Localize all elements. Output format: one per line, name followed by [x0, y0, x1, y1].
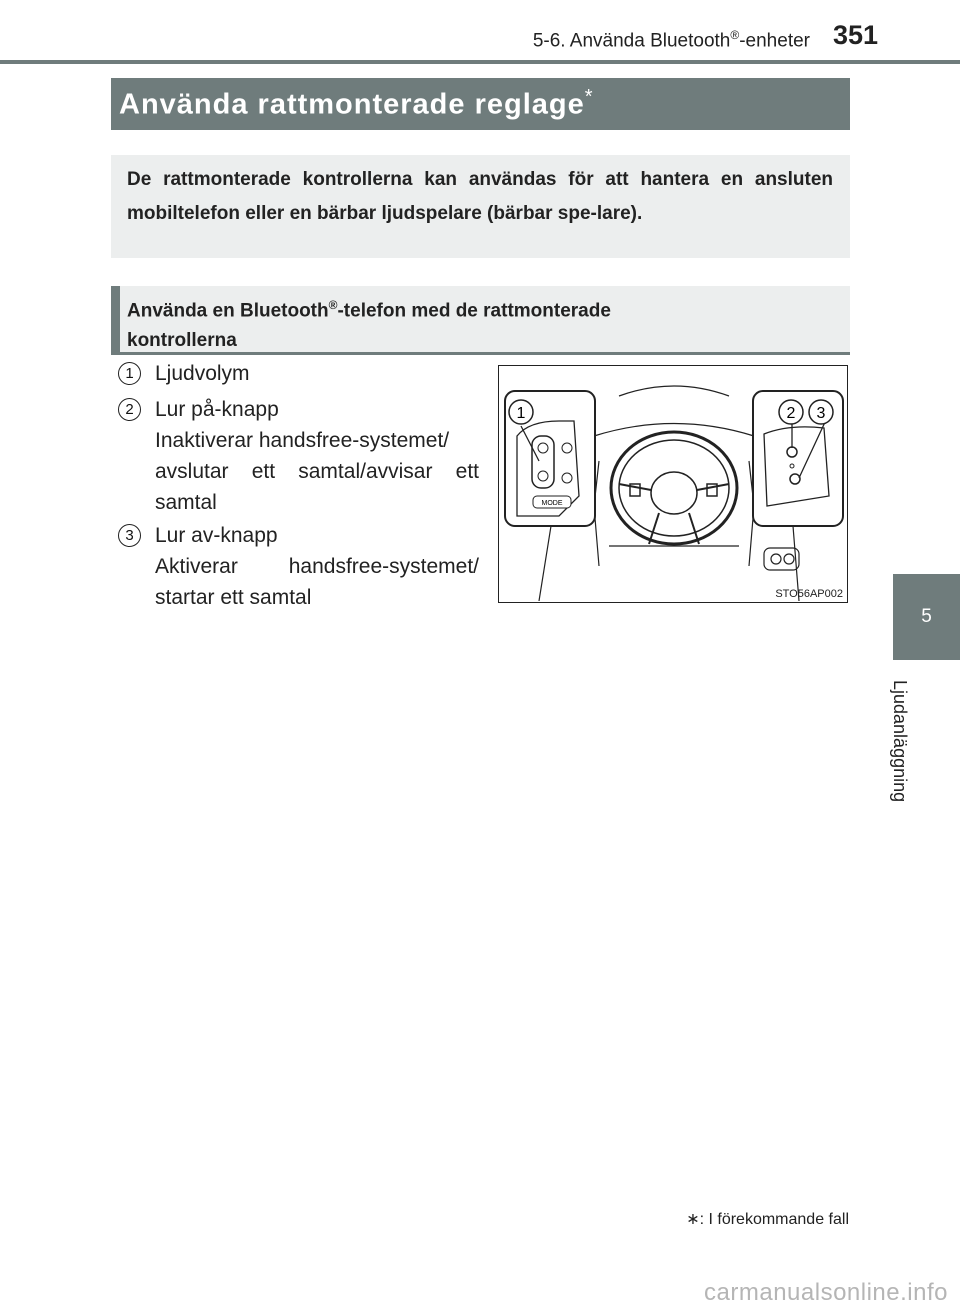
asterisk-mark: *	[584, 86, 594, 108]
subheading-line1-suffix: -telefon med de rattmonterade	[337, 300, 611, 322]
header-divider	[0, 60, 960, 64]
item-title: Ljudvolym	[155, 362, 250, 385]
chapter-label	[880, 680, 940, 830]
watermark: carmanualsonline.info	[704, 1279, 948, 1306]
item-description-line: Inaktiverar handsfree-systemet/	[155, 429, 450, 452]
callout-2-label: 2	[786, 405, 796, 422]
item-description-line: samtal	[155, 491, 217, 514]
item-title: Lur på-knapp	[155, 398, 279, 421]
subheading	[127, 290, 827, 356]
subheading-line2: kontrollerna	[127, 330, 237, 352]
callout-1-label: 1	[516, 405, 526, 422]
item-description-line: avslutar ett samtal/avvisar ett	[155, 460, 479, 483]
callout-3-label: 3	[816, 405, 826, 422]
footnote: ∗: I förekommande fall	[686, 1211, 849, 1228]
registered-mark: ®	[730, 28, 740, 42]
section-title	[119, 86, 594, 122]
figure-code: STO56AP002	[775, 588, 843, 600]
item-description-line: Aktiverar handsfree-systemet/	[155, 555, 479, 578]
header-section-title	[533, 28, 810, 52]
section-title-bar	[111, 78, 850, 130]
intro-box	[111, 155, 850, 258]
item-title: Lur av-knapp	[155, 524, 278, 547]
item-description-line: startar ett samtal	[155, 586, 312, 609]
registered-mark: ®	[328, 298, 338, 312]
mode-label: MODE	[541, 500, 563, 507]
steering-wheel-illustration	[498, 365, 848, 603]
subheading-line1-prefix: Använda en Bluetooth	[127, 300, 329, 322]
chapter-tab[interactable]: 5	[893, 574, 960, 660]
steering-wheel-drawing	[499, 366, 846, 601]
item-number-badge: 1	[118, 362, 141, 385]
item-number-badge: 2	[118, 398, 141, 421]
subheading-bar	[111, 286, 850, 355]
header-section-suffix: -enheter	[739, 30, 810, 52]
section-title-text: Använda rattmonterade reglage	[119, 88, 585, 121]
chapter-label-text: Ljudanläggning	[890, 680, 910, 803]
item-number-badge: 3	[118, 524, 141, 547]
intro-text: De rattmonterade kontrollerna kan användas för att hantera en ansluten mobiltelefon eller en bärbar ljudspelare (bärbar spe-lare).	[127, 169, 833, 224]
header-section-prefix: 5-6. Använda Bluetooth	[532, 30, 731, 52]
page-number: 351	[832, 20, 878, 50]
subheading-accent	[111, 286, 120, 352]
